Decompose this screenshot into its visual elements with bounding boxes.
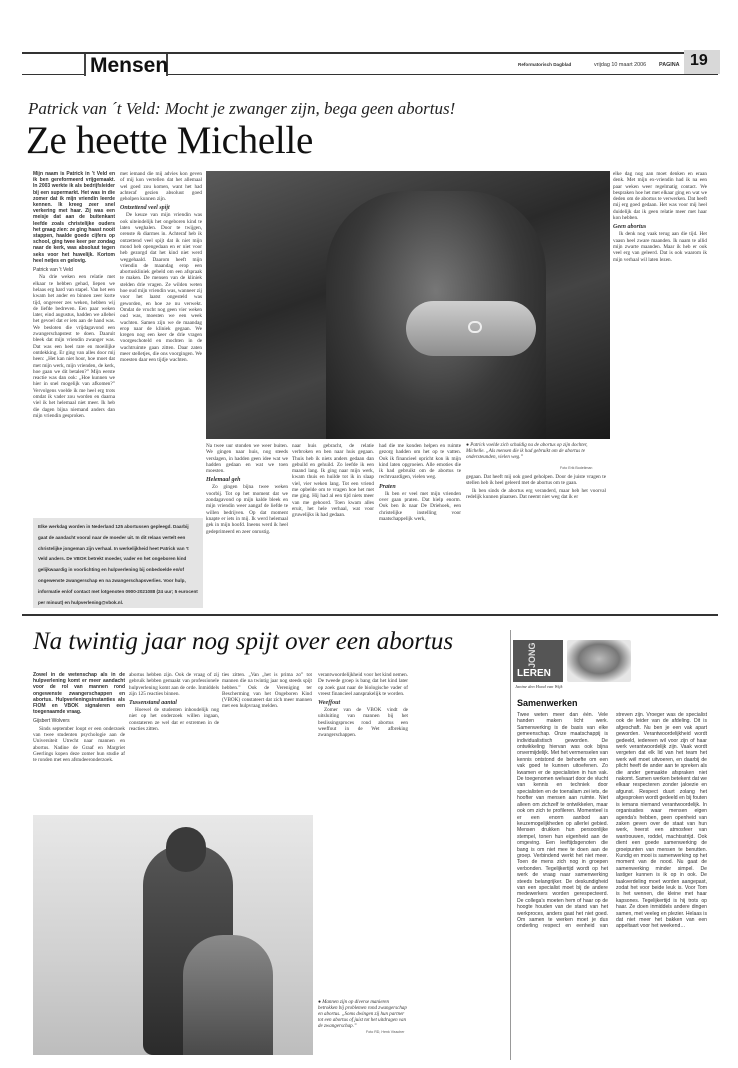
- column-box: [510, 630, 710, 1060]
- article1-col6-text2: Ik ben sinds de abortus erg veranderd, maar heb het voorval redelijk kunnen plaatsen. Dat neemt niet weg dat ik er: [466, 487, 606, 500]
- article1-col5-subhead: Praten: [379, 483, 396, 490]
- article1-col7: [613, 171, 707, 609]
- article1-col2: [120, 171, 202, 516]
- article2-col4-subhead: Weeffout: [318, 700, 341, 707]
- article1-kicker: Patrick van ´t Veld: Mocht je zwanger zijn, bega geen abortus!: [28, 99, 456, 118]
- article1-col7-subhead: Geen abortus: [613, 224, 647, 231]
- photo-couple-head: [166, 827, 206, 872]
- article2-col4-text2: Zomer van de VBOK vindt de uitsluiting van mannen bij het beslissingsproces rond abortus een weeffout in de Wet afbreking zwangerschappen.: [318, 707, 408, 739]
- article1-caption: ● Patrick voelde zich schuldig na de abortus op zijn dochter, Michelle. „Als mensen die ik had gebruikt om de abortus te ondersteunden, vielen weg.”: [466, 443, 588, 460]
- column-title: Samenwerken: [517, 698, 578, 708]
- article1-col4-text: naar huis gebracht, de relatie verbroken en ben naar huis gegaan. Thuis heb ik niets anders gedaan dan gebuild en gehuild. Zo leefde ik een maand lang. Ik ging naar mijn werk, kwam thuis en huilde tot ik in slaap viel, vier weken lang. Tot een vriend me opbelde om te vragen hoe het met me ging. Hij had al een tijd niets meer van me gehoord. Toen kwam alles eruit, het hele verhaal, wat voor gruwelijks ik had gedaan.: [292, 443, 374, 519]
- article1-col5-text: had die me konden helpen en ruimte gezorg hadden om het op te vatten. Ook ik financieel opricht kon ik mijn kind laten opgroeien. Alle emoties die ik had gebruikt om de abortus te rechtvaardigen, vielen weg.: [379, 443, 461, 481]
- article2-col3: [222, 672, 312, 812]
- column-tag-bottom: LEREN: [517, 668, 551, 679]
- article1-col3-subhead: Helemaal geh: [206, 477, 241, 484]
- article2-col2-text: abortus hebben zijn. Ook de vraag of zij gebruik hebben gemaakt van professionele hulpverlening komt aan de orde. Inmiddels zijn 125 reacties binnen.: [129, 672, 219, 697]
- article1-lead: Mijn naam is Patrick in ’t Veld en ik ben gereformeerd vrijgemaakt. In 2003 werkte ik als bedrijfsleider bij een supermarkt. Het was in die zomer dat ik mijn vriendin leerde kennen. Ik kreeg zeer snel verkering met haar. Zij was een meisje dat aan de buitenkant leefde zoals christelijke ouders het graag zien: ze ging haast nooit stappen, haalde goede cijfers op school, ging twee keer per zondag naar de kerk, was absoluut tegen seks voor het huwelijk. Kortom heel netjes en gelovig.: [33, 171, 115, 264]
- article1-col3-text2: Zo gingen bijna twee weken voorbij. Tot op het moment dat we zondagavond op mijn kalde bleek en mijn vriendin weer aangaf de liefde te willen bedrijven. Op dat moment knapte er iets in mij. Ik werd helemaal gek in mijn hoofd. Ineens werd ik heel gedeprimeerd en zeer onrustig.: [206, 484, 288, 535]
- article1-col6: [466, 474, 606, 609]
- article2-col4-text: verantwoordelijkheid voor het kind nemen. De tweede groep is bang dat het kind later op zoek gaat naar de biologische vader of vreest financieel aansprakelijk te worden.: [318, 672, 408, 697]
- article2-col2: [129, 672, 219, 812]
- page-label: PAGINA: [659, 62, 680, 68]
- photo-couple-woman: [183, 935, 273, 1055]
- column-text: Twee weten meer dan één. Vele handen maken licht werk. Samenwerking is de basis van elke gemeenschap. Onze maatschappij is individualistisch geworden. De ontwikkeling hiervan was ook bijna onvermijdelijk. Met het vermenselen van kennis ontstond de behoefte om een vak goed te kunnen uitoefenen. Zo kwamen er de specialisten in hun vak. De toegenomen welvaart door de vlucht van kennis en techniek door specialisten en de toenaliam zei iets, de hoofter van mensen aan ruimte. Niet alleen om zichzelf te ontwikkelen, maar ook om zich te profileren. Momenteel is er een enorm aanbod aan keuzemogelijkheden op allerlei gebied. Mensen drukken hun persoonlijke stempel, tonen hun eigenheid aan de omgeving. Een leeftijdsgenoten die bang is om niet mee te doen aan de groep. Verbindend werkt het niet meer. Toen de mens zich nog in groepen verbonden. Tegelijkertijd wordt op het werk de vraag naar samenwerking steeds belangrijker. De deskundigheid van een specialist moet bij de andere medewerkers worden gerespecteerd. De collega’s moeten hem of haar op de hoogte houden van de stand van het werkproces, anders gaat het niet goed. Om samen te werken moet je dus onderling respect en eenheid van streven zijn. Vroeger was de specialist ook de leider van de afdeling. Dit is afgeschaft. Nu ben je een vak apart geworden. Verantwoordelijkheid wordt gedeeld, iedereen wil voor zijn of haar werk verantwoordelijk zijn. Vaak wordt vergeten dat elk lid van het team het werk wél moet uitvoeren, en daarbij de plicht heeft de ander aan te spreken als die ander gemaakte afspraken niet nakomt. Samen werken betekent dat we elkaar respecteren zonder jaloezie en afgunst. Respect duurt zolang het afgesproken wordt gedeeld en bij fouten is iemans niemand verantwoordelijk. In organisaties waar mensen eigen agenda’s hebben, geen openheid van zaken geven over de staat van hun werk, heerst een atmosfeer van wantrouwen, roddel, machtsstrijd. Ook dient een goede samenwerking de groeipunten van mensen te benutten. Kundig en mooi is samenwerking op het moment van de nood. Nu gaat de samenwerking minder simpel. De lastiger kunnen is ik op in ook. De taakverdeling moet worden aangepast, zodat het voor beide leuk is. Voor Tom is het wennen, die kleine met haar kapsones. Tegelijkertijd is hij trots op haar. Ze doen inmiddels andere dingen samen, met veeleg en plezier. Helaas is dat niet meer het bakken van een appeltaart voor het weekend…: [517, 712, 707, 930]
- article1-col1-text: Na drie weken een relatie met elkaar te hebben gehad, liepen we helaas erg hard van stapel. Van het een kwam het ander en binnen zeer korte tijd, ongeveer zes weken, hebben wij de liefde bedreven. Een paar weken later, eind augustus, hadden we allebei het gevoel dat er iets aan de hand was. We besloten die vrijdagavond een zwangerschapstest te doen. Daaruit bleek dat mijn vriendin zwanger was. Dat was een heel rare en moeilijke ontdekking. Er ging van alles door mij heen: „Het kan niet hoor, hoe moet dat met mijn werk, mijn vrienden, de kerk, hoe gaan we dit betalen?” Mijn eerste reactie was dan ook: „Hoe kunnen we hier in snel mogelijk van afkomen?” Vervolgens voelde ik me heel erg trots omdat ik vader zou worden en daarna viel ik het helemaal niet meer. Ik heb die dagen bijna niemand anders dan mijn vriendin gesproken.: [33, 274, 115, 419]
- section-title: Mensen: [90, 54, 169, 77]
- article1-col6-text: gegaan. Dat heeft mij ook goed geholpen. Door de juiste vragen te stellen heb ik heel geleerd met de abortus om te gaan.: [466, 474, 606, 487]
- article1-col7-text: elke dag nog aan moet denken en eraan denk. Met mijn ex-vriendin had ik na een paar weken weer regelmatig contact. We bespraken hoe het met elkaar ging en wat we deden om de abortus te verwerken. Dat heeft mij erg goed gedaan. Het was voor mij heel duidelijk dat ik geen relatie meer met haar kon hebben.: [613, 171, 707, 222]
- article2-headline: Na twintig jaar nog spijt over een abortus: [33, 628, 454, 655]
- article1-col1: [33, 171, 115, 516]
- article1-headline: Ze heette Michelle: [26, 119, 313, 162]
- vbok-info-box: [33, 518, 203, 608]
- article1-col2-text2: De keuze van mijn vriendin was ook uiteindelijk het ongeboren kind te laten weghalen. Door te twijgen, orenste & diarmes in. Achteraf heb ik ontzettend veel spijt dat ik niet mijn mond heb opengedaan en er niet voor heb gezorgd dat het kind niet werd weggehaald. Daarom heeft mijn vriendin de maandag erop een abortuskliniek gebeld om een afspraak te maken. De mensen van de kliniek stelden drie vragen. Ze wilden weten hoe oud mijn vriendin was, wanneer zij voor het laatst ongesteld was geworden, en hoe ze nu verwekt. Omdat de vrucht nog geen vier weken oud was, moesten we een week wachten. Samen zijn we de maandag erop naar de kliniek gegaan. We kregen nog een keer de drie vragen voorgeschoteld en mochten in de wachtruimte gaan zitten. Daar zaten meer stelletjes, die ons voorgingen. We moesten daar een tijdje wachten.: [120, 212, 202, 364]
- article2-caption: ● Mannen zijn op diverse manieren betrokken bij problemen rond zwangerschap en abortus. „Soms dwingen zij hun partner tot een abortus of juist tot het uitdragen van de zwangerschap.”: [318, 1000, 407, 1029]
- date: vrijdag 10 maart 2006: [594, 62, 647, 68]
- header-bar: [22, 50, 718, 80]
- article1-col2-text: met iemand die mij advies kon geven of mij kon vertellen dat het allemaal wel goed zou komen, want het had achteraf gezien absoluut goed geholpen kunnen zijn.: [120, 171, 202, 203]
- article2-photo: [33, 815, 313, 1055]
- article1-col3-text: Na twee uur stonden we weer buiten. We gingen naar huis, nog steeds verslagen, in hadden geen idee wat we hadden gedaan en wat we toen moesten.: [206, 443, 288, 475]
- photo-ring: [468, 321, 482, 333]
- article2-lead: Zowel in de wetenschap als in de hulpverlening komt er meer aandacht voor de rol van mannen rond ongewenste zwangerschappen en abortus. Hulpverleningsinstanties als FIOM en VBOK signaleren een toegenaamde vraag.: [33, 672, 125, 716]
- article2-col4: [318, 672, 408, 982]
- article2-col3-text: ties zitten. „Van „het is prima zo” tot mannen die na twintig jaar nog steeds spijt hebben.” Ook de Vereniging ter Bescherming van het Ongeboren Kind (VBOK) constateert dat zich meer mannen met een hulpvraag melden.: [222, 672, 312, 710]
- article1-col4: [292, 443, 374, 609]
- author-photo: [567, 640, 631, 682]
- article1-col5-text2: Ik ben er veel met mijn vrienden over gaan praten. Dat hielp enorm. Ook ben ik naar De Driehoek, een christelijke instelling voor maatschappelijk werk,: [379, 490, 461, 522]
- article1-col2-subhead: Ontzettend veel spijt: [120, 205, 170, 212]
- page-number: 19: [690, 52, 708, 69]
- column-tag: [513, 640, 563, 682]
- article1-byline: Patrick van ’t Veld: [33, 267, 73, 274]
- article1-photo-credit: Foto Erik Bodeliman: [560, 466, 593, 470]
- article-divider: [22, 614, 718, 616]
- vbok-info-text: Elke werkdag worden in Nederland 125 abortussen gepleegd. Daarbij gaat de aandacht vooral naar de moeder uit. In dit relaas vertelt een christelijke jongeman zijn verhaal. In werkelijkheid heet Patrick van ’t Veld anders. De VBOK betrekt moeder, vader en het ongeboren kind gelijkwaardig in voorlichting en hulpverlening bij onbedoelde en/of ongewenste zwangerschap en na zwangerschapsverlies. Voor hulp, informatie en/of contact met lotgenoten 0900-2021088 (24 uur; 5 eurocent per minuut) en hulpverlening@vbok.nl.: [38, 524, 198, 605]
- article2-col2-text2: Hoewel de studenten inhoudelijk nog niet op het onderzoek willen ingaan, constateren ze wel dat er extremen in de reacties zitten.: [129, 707, 219, 733]
- column-tag-top: JONG: [527, 642, 537, 668]
- article1-col5: [379, 443, 461, 609]
- article2-col1-text: Sinds september loopt er een onderzoek van twee studenten psychologie aan de Universiteit Utrecht naar mannen en abortus. Nadine de Graaf en Margriet Geerlings kopen deze zomer hun studie af te ronden met een afstudeeronderzoek.: [33, 725, 125, 764]
- article1-col7-text2: Ik denk nog vaak terug aan die tijd. Het vaasn heel zware maanden. Ik naam te allid mijn zwarte maanden. Maar ik heb er ook veel erg van geleerd. Dat is ook waarom ik mijn verhaal wil laten lezen.: [613, 231, 707, 263]
- author-caption: Janine den Hond van Wijk: [515, 684, 563, 689]
- article1-col3: [206, 443, 288, 609]
- paper-name: Reformatorisch Dagblad: [518, 62, 572, 67]
- article2-col2-subhead: Tussenstand aantal: [129, 700, 177, 707]
- article1-photo: [206, 171, 610, 439]
- article2-col1: [33, 672, 125, 812]
- article2-photo-credit: Foto RD, Henk Visscher: [366, 1030, 405, 1034]
- article2-byline: Gijsbert Wolvers: [33, 718, 70, 725]
